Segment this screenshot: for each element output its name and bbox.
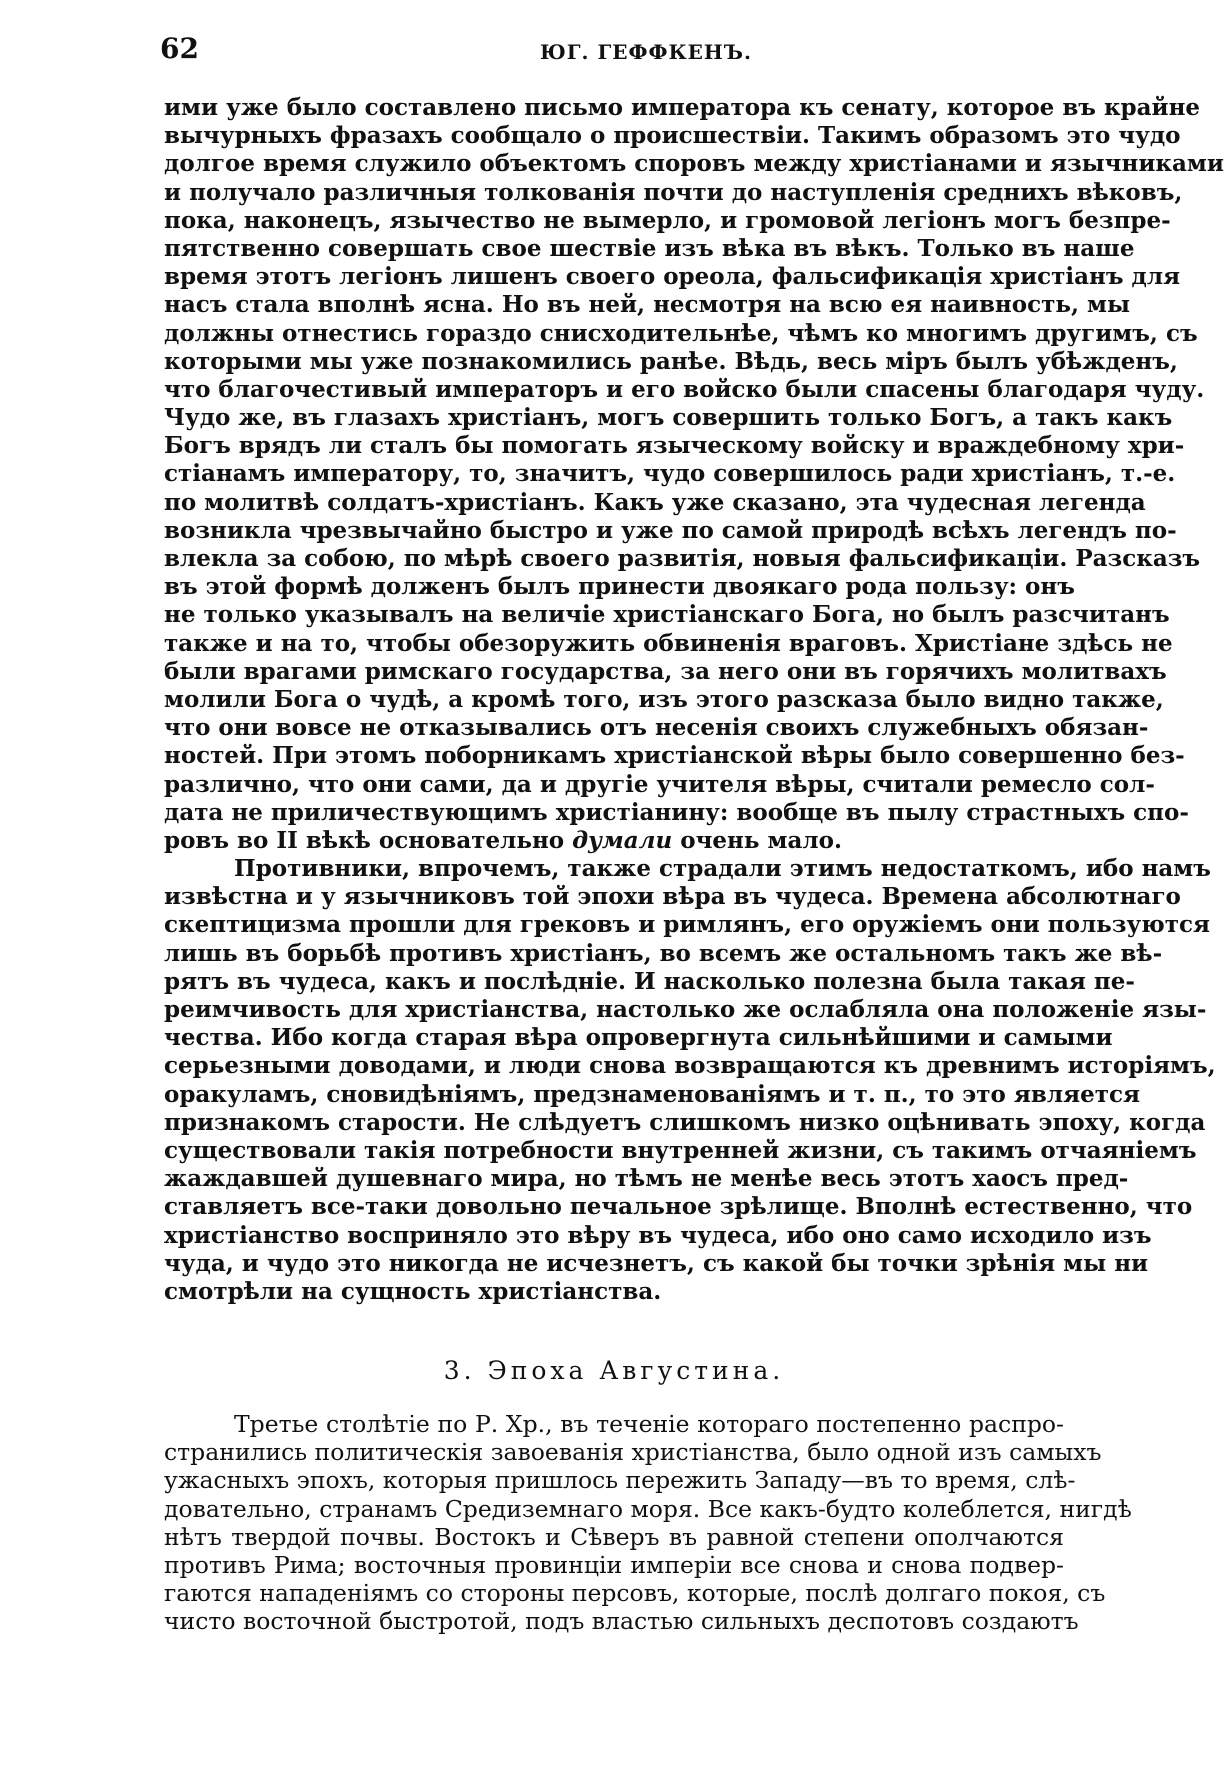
text-line-last	[164, 827, 1064, 855]
text-line: что благочестивый императоръ и его войско были спасены благодаря чуду.	[164, 375, 1205, 403]
text-line: стіанамъ императору, то, значитъ, чудо совершилось ради христіанъ, т.-е.	[164, 460, 1176, 488]
text-line: чуда, и чудо это никогда не исчезнетъ, съ какой бы точки зрѣнія мы ни	[164, 1249, 1149, 1277]
text-line: также и на то, чтобы обезоружить обвиненія враговъ. Христіане здѣсь не	[164, 629, 1173, 657]
italic-word: думали	[572, 826, 673, 854]
text-line: лишь въ борьбѣ противъ христіанъ, во всемъ же остальномъ такъ же вѣ-	[164, 939, 1163, 967]
text-line: оракуламъ, сновидѣніямъ, предзнаменованіямъ и т. п., то это является	[164, 1080, 1140, 1108]
section-heading: 3. Эпоха Августина.	[443, 1356, 785, 1385]
text-line: Третье столѣтіе по Р. Хр., въ теченіе котораго постепенно распро-	[234, 1410, 1064, 1438]
text-line: молили Бога о чудѣ, а кромѣ того, изъ этого разсказа было видно также,	[164, 685, 1164, 713]
text-line: противъ Рима; восточныя провинціи имперіи все снова и снова подвер-	[164, 1550, 1064, 1579]
text-line: возникла чрезвычайно быстро и уже по самой природѣ всѣхъ легендъ по-	[164, 516, 1177, 544]
text-line: христіанство восприняло это вѣру въ чудеса, ибо оно само исходило изъ	[164, 1221, 1152, 1249]
text-line: Противники, впрочемъ, также страдали этимъ недостаткомъ, ибо намъ	[234, 855, 1211, 883]
text-line: признакомъ старости. Не слѣдуетъ слишкомъ низко оцѣнивать эпоху, когда	[164, 1108, 1206, 1136]
text-segment: очень мало.	[672, 826, 842, 854]
text-line: существовали такія потребности внутренней жизни, съ такимъ отчаяніемъ	[164, 1136, 1197, 1164]
text-line: реимчивость для христіанства, настолько же ослабляла она положеніе язы-	[164, 996, 1207, 1023]
text-line: не только указывалъ на величіе христіанскаго Бога, но былъ разсчитанъ	[164, 601, 1170, 629]
text-line: въ этой формѣ долженъ былъ принести двоякаго рода пользу: онъ	[164, 573, 1075, 601]
text-line: рятъ въ чудеса, какъ и послѣдніе. И насколько полезна была такая пе-	[164, 967, 1135, 995]
text-line: что они вовсе не отказывались отъ несенія своихъ служебныхъ обязан-	[164, 714, 1149, 742]
text-line: ставляетъ все-таки довольно печальное зрѣлище. Вполнѣ естественно, что	[164, 1193, 1193, 1221]
text-line: нѣтъ твердой почвы. Востокъ и Сѣверъ въ равной степени ополчаются	[164, 1522, 1064, 1551]
text-line: долгое время служило объектомъ споровъ между христіанами и язычниками	[164, 150, 1224, 178]
text-line: дата не приличествующимъ христіанину: вообще въ пылу страстныхъ спо-	[164, 798, 1189, 826]
text-line: странились политическія завоеванія христіанства, было одной изъ самыхъ	[164, 1438, 1102, 1467]
text-line: ими уже было составлено письмо императора къ сенату, которое въ крайне	[164, 94, 1201, 121]
paragraph-3	[164, 1410, 1132, 1636]
text-line: серьезными доводами, и люди снова возвращаются къ древнимъ исторіямъ,	[164, 1052, 1216, 1080]
text-line: довательно, странамъ Средиземнаго моря. Все какъ-будто колеблется, нигдѣ	[164, 1494, 1132, 1523]
text-line: время этотъ легіонъ лишенъ своего ореола, фальсификація христіанъ для	[164, 263, 1181, 291]
paragraph-1	[164, 94, 1224, 855]
text-line: и получало различныя толкованія почти до наступленія среднихъ вѣковъ,	[164, 178, 1183, 206]
text-line: насъ стала вполнѣ ясна. Но въ ней, несмотря на всю ея наивность, мы	[164, 291, 1131, 319]
text-line: извѣстна и у язычниковъ той эпохи вѣра въ чудеса. Времена абсолютнаго	[164, 883, 1181, 911]
paragraph-2	[164, 855, 1216, 1306]
text-line: чисто восточной быстротой, подъ властью сильныхъ деспотовъ создаютъ	[164, 1607, 1079, 1636]
text-line: ностей. При этомъ поборникамъ христіанской вѣры было совершенно без-	[164, 742, 1185, 770]
text-line: различно, что они сами, да и другіе учителя вѣры, считали ремесло сол-	[164, 770, 1155, 798]
text-line: скептицизма прошли для грековъ и римлянъ, его оружіемъ они пользуются	[164, 911, 1211, 939]
running-head: ЮГ. ГЕФФКЕНЪ.	[540, 40, 752, 64]
text-line: Богъ врядъ ли сталъ бы помогать языческому войску и враждебному хри-	[164, 432, 1185, 460]
text-line: чества. Ибо когда старая вѣра опровергнута сильнѣйшими и самыми	[164, 1024, 1113, 1052]
text-line: гаются нападеніямъ со стороны персовъ, которые, послѣ долгаго покоя, съ	[164, 1579, 1106, 1608]
text-line: вычурныхъ фразахъ сообщало о происшествіи. Такимъ образомъ это чудо	[164, 122, 1181, 150]
page-header	[160, 32, 1062, 66]
text-line: были врагами римскаго государства, за него они въ горячихъ молитвахъ	[164, 657, 1167, 685]
main-text	[164, 94, 1224, 1306]
text-line: должны отнестись гораздо снисходительнѣе, чѣмъ ко многимъ другимъ, съ	[164, 319, 1198, 347]
text-line: смотрѣли на сущность христіанства.	[164, 1277, 662, 1305]
text-line: которыми мы уже познакомились ранѣе. Вѣдь, весь міръ былъ убѣжденъ,	[164, 347, 1178, 375]
text-line: пятственно совершать свое шествіе изъ вѣка въ вѣкъ. Только въ наше	[164, 234, 1135, 262]
page-number: 62	[160, 32, 199, 65]
text-line: пока, наконецъ, язычество не вымерло, и громовой легіонъ могъ безпре-	[164, 206, 1171, 234]
text-line: влекла за собою, по мѣрѣ своего развитія, новыя фальсификаціи. Разсказъ	[164, 545, 1201, 572]
text-line: ужасныхъ эпохъ, которыя пришлось пережить Западу—въ то время, слѣ-	[164, 1466, 1076, 1495]
text-line: Чудо же, въ глазахъ христіанъ, могъ совершить только Богъ, а такъ какъ	[164, 404, 1173, 432]
text-line: жаждавшей душевнаго мира, но тѣмъ не менѣе весь этотъ хаосъ пред-	[164, 1165, 1129, 1193]
text-line: по молитвѣ солдатъ-христіанъ. Какъ уже сказано, эта чудесная легенда	[164, 488, 1146, 516]
text-segment: ровъ во II вѣкѣ основательно	[164, 826, 573, 854]
